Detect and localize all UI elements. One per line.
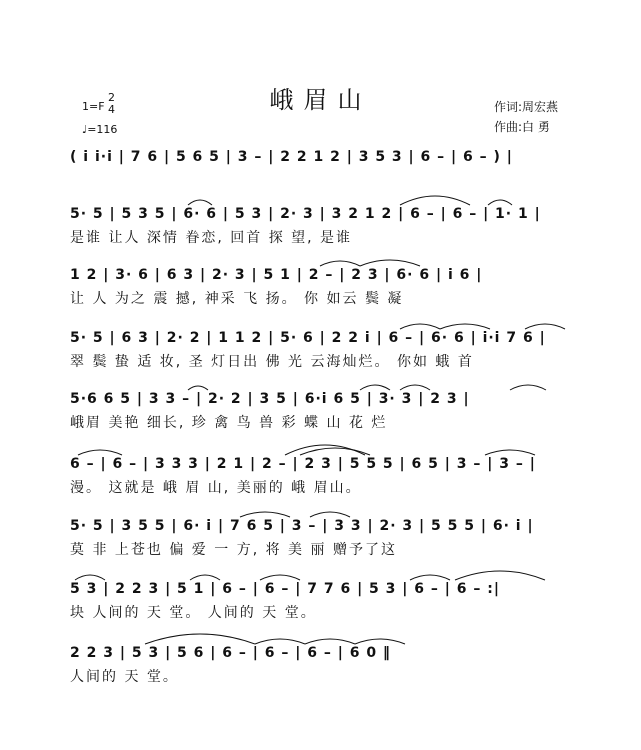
composer-credit: 作曲:白 勇 bbox=[494, 120, 550, 134]
lyric-line: 莫 非 上苍也 偏 爱 一 方, 将 美 丽 赠予了这 bbox=[70, 542, 397, 558]
notation-line: 5· 5 | 3 5 5 | 6· i | 7 6 5 | 3 – | 3 3 | 2· 3 | 5 5 5 | 6· i | bbox=[70, 518, 534, 534]
lyric-line: 块 人间的 天 堂。 人间的 天 堂。 bbox=[70, 605, 317, 621]
song-title: 峨眉山 bbox=[269, 86, 372, 114]
time-signature-bottom: 4 bbox=[108, 103, 115, 116]
lyric-line: 翠 鬓 蛰 适 妆, 圣 灯日出 佛 光 云海灿烂。 你如 蛾 首 bbox=[70, 354, 474, 370]
notation-line: 1 2 | 3· 6 | 6 3 | 2· 3 | 5 1 | 2 – | 2 3 | 6· 6 | i 6 | bbox=[70, 267, 483, 283]
lyricist-credit: 作词:周宏燕 bbox=[494, 100, 559, 114]
time-signature bbox=[108, 92, 115, 116]
notation-line: 5·6 6 5 | 3 3 – | 2· 2 | 3 5 | 6·i 6 5 | 3· 3 | 2 3 | bbox=[70, 391, 470, 407]
notation-line: ( i i·i | 7 6 | 5 6 5 | 3 – | 2 2 1 2 | 3 5 3 | 6 – | 6 – ) | bbox=[70, 149, 513, 165]
notation-line: 5 3 | 2 2 3 | 5 1 | 6 – | 6 – | 7 7 6 | 5 3 | 6 – | 6 – :| bbox=[70, 581, 500, 597]
lyric-line: 人间的 天 堂。 bbox=[70, 669, 179, 685]
notation-line: 5· 5 | 6 3 | 2· 2 | 1 1 2 | 5· 6 | 2 2 i | 6 – | 6· 6 | i·i 7 6 | bbox=[70, 330, 546, 346]
lyric-line: 漫。 这就是 峨 眉 山, 美丽的 峨 眉山。 bbox=[70, 480, 362, 496]
tempo-marking: ♩=116 bbox=[82, 123, 118, 136]
key-signature: 1=F bbox=[82, 100, 105, 113]
lyric-line: 是谁 让人 深情 眷恋, 回首 探 望, 是谁 bbox=[70, 230, 353, 246]
lyric-line: 让 人 为之 震 撼, 神采 飞 扬。 你 如云 鬓 凝 bbox=[70, 291, 404, 307]
lyric-line: 峨眉 美艳 细长, 珍 禽 鸟 兽 彩 蝶 山 花 烂 bbox=[70, 415, 388, 431]
notation-line: 2 2 3 | 5 3 | 5 6 | 6 – | 6 – | 6 – | 6 0 ‖ bbox=[70, 645, 391, 661]
time-signature-top: 2 bbox=[108, 91, 115, 104]
notation-line: 5· 5 | 5 3 5 | 6· 6 | 5 3 | 2· 3 | 3 2 1 2 | 6 – | 6 – | 1· 1 | bbox=[70, 206, 541, 222]
notation-line: 6 – | 6 – | 3 3 3 | 2 1 | 2 – | 2 3 | 5 5 5 | 6 5 | 3 – | 3 – | bbox=[70, 456, 536, 472]
